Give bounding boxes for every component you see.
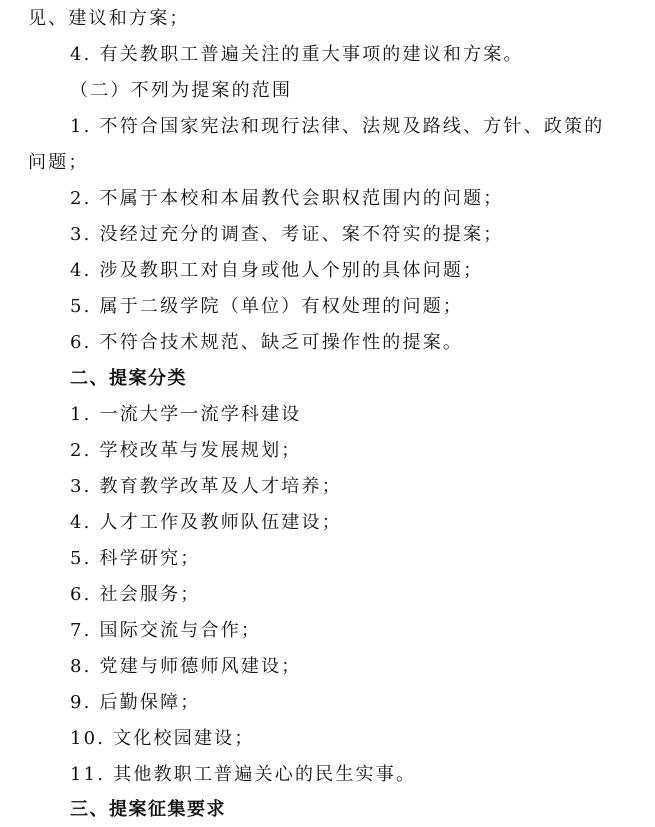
list-item-3: 3. 没经过充分的调查、考证、案不符实的提案； (70, 224, 504, 245)
list-item-5: 5. 属于二级学院（单位）有权处理的问题； (70, 296, 464, 317)
list-item-6: 6. 社会服务； (70, 584, 201, 605)
section-heading: 三、提案征集要求 (70, 799, 226, 820)
list-item-3: 3. 教育教学改革及人才培养； (70, 476, 342, 497)
list-item-4: 4. 人才工作及教师队伍建设； (70, 512, 342, 533)
list-item-9: 9. 后勤保障； (70, 692, 201, 713)
list-item-1: 1. 一流大学一流学科建设 (70, 404, 302, 425)
text-line-continuation: 见、建议和方案； (28, 8, 190, 29)
list-item-2: 2. 不属于本校和本届教代会职权范围内的问题； (70, 188, 504, 209)
list-item-7: 7. 国际交流与合作； (70, 620, 262, 641)
list-item-5: 5. 科学研究； (70, 548, 201, 569)
list-item-11: 11. 其他教职工普遍关心的民生实事。 (70, 764, 417, 785)
list-item-4: 4. 有关教职工普遍关注的重大事项的建议和方案。 (70, 44, 524, 65)
list-item-8: 8. 党建与师德师风建设； (70, 656, 302, 677)
list-item-1: 1. 不符合国家宪法和现行法律、法规及路线、方针、政策的 (70, 116, 605, 137)
section-heading: 二、提案分类 (70, 368, 187, 389)
list-item-6: 6. 不符合技术规范、缺乏可操作性的提案。 (70, 332, 464, 353)
list-item-10: 10. 文化校园建设； (70, 728, 255, 749)
list-item-2: 2. 学校改革与发展规划； (70, 440, 302, 461)
text-line-wrap: 问题； (28, 152, 89, 173)
list-item-4: 4. 涉及教职工对自身或他人个别的具体问题； (70, 260, 484, 281)
subsection-heading: （二）不列为提案的范围 (70, 80, 293, 101)
